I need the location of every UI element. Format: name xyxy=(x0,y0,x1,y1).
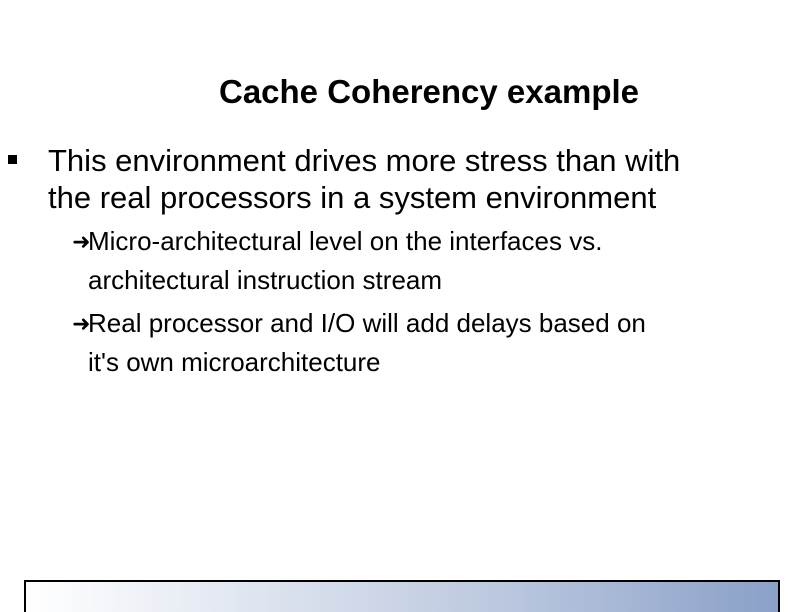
arrow-bullet-icon: ➜ xyxy=(72,229,91,254)
main-bullet-line-2: the real processors in a system environment xyxy=(48,180,657,215)
sub-bullet-1-text xyxy=(88,222,792,300)
slide-title: Cache Coherency example xyxy=(218,73,640,110)
main-bullet-text xyxy=(48,142,792,216)
sub-bullet-2-text xyxy=(88,304,792,382)
sub-bullet-1-line-1: Micro-architectural level on the interfaces vs. xyxy=(88,226,603,256)
sub-bullet-1-line-2: architectural instruction stream xyxy=(88,265,443,295)
sub-bullet-2-line-1: Real processor and I/O will add delays based on xyxy=(88,308,646,338)
main-bullet-line-1: This environment drives more stress than with xyxy=(48,143,681,178)
square-bullet-icon xyxy=(8,155,17,164)
sub-bullet-2-line-2: it's own microarchitecture xyxy=(88,347,381,377)
arrow-bullet-icon: ➜ xyxy=(72,311,91,336)
bottom-gradient-frame xyxy=(24,580,780,612)
